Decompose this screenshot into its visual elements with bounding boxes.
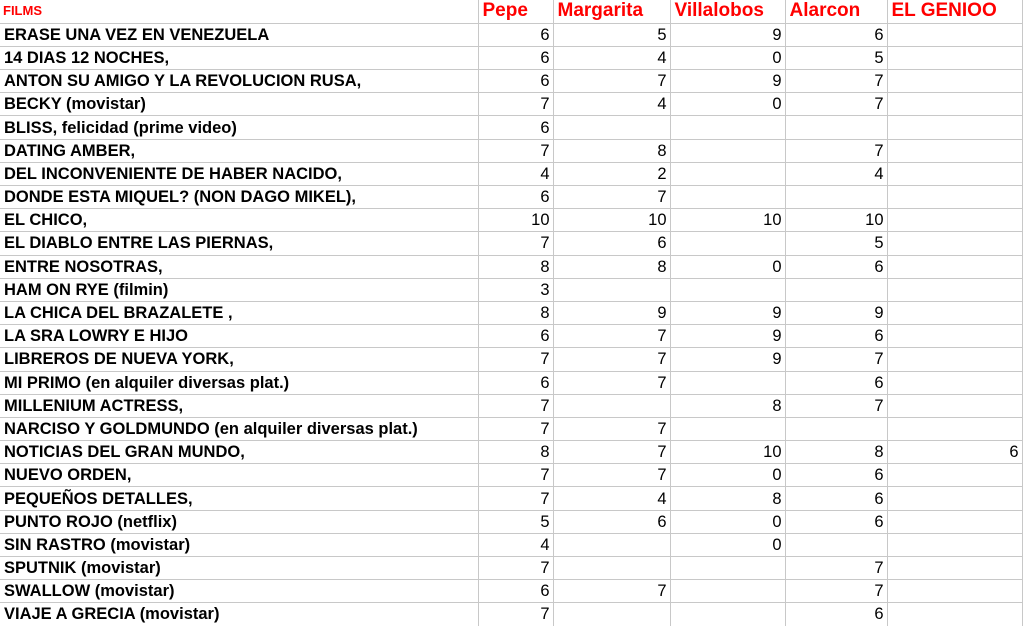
score-cell-margarita[interactable]: 4 [553, 46, 670, 69]
table-row [0, 186, 1022, 209]
score-cell-pepe[interactable]: 8 [478, 255, 553, 278]
table-body [0, 23, 1022, 626]
score-cell-margarita[interactable] [553, 116, 670, 139]
score-cell-villalobos[interactable]: 10 [670, 209, 785, 232]
score-cell-pepe[interactable]: 10 [478, 209, 553, 232]
score-cell-genioo[interactable] [887, 23, 1022, 46]
score-cell-villalobos[interactable] [670, 417, 785, 440]
score-cell-genioo[interactable] [887, 487, 1022, 510]
score-cell-villalobos[interactable]: 9 [670, 23, 785, 46]
score-cell-pepe[interactable]: 7 [478, 603, 553, 626]
score-cell-pepe[interactable]: 7 [478, 487, 553, 510]
table-row [0, 93, 1022, 116]
score-cell-margarita[interactable] [553, 278, 670, 301]
film-title-cell[interactable]: DONDE ESTA MIQUEL? (NON DAGO MIKEL), [0, 186, 478, 209]
film-title-cell[interactable]: LIBREROS DE NUEVA YORK, [0, 348, 478, 371]
score-cell-villalobos[interactable] [670, 278, 785, 301]
score-cell-margarita[interactable]: 7 [553, 348, 670, 371]
table-row [0, 417, 1022, 440]
score-cell-villalobos[interactable] [670, 162, 785, 185]
score-cell-pepe[interactable]: 6 [478, 186, 553, 209]
table-row [0, 70, 1022, 93]
score-cell-pepe[interactable]: 6 [478, 371, 553, 394]
film-title-cell[interactable]: EL DIABLO ENTRE LAS PIERNAS, [0, 232, 478, 255]
score-cell-pepe[interactable]: 6 [478, 116, 553, 139]
table-row [0, 232, 1022, 255]
film-title-cell[interactable]: BECKY (movistar) [0, 93, 478, 116]
score-cell-margarita[interactable] [553, 394, 670, 417]
score-cell-genioo[interactable] [887, 557, 1022, 580]
film-title-cell[interactable]: VIAJE A GRECIA (movistar) [0, 603, 478, 626]
score-cell-villalobos[interactable]: 9 [670, 325, 785, 348]
score-cell-alarcon[interactable]: 6 [785, 603, 887, 626]
score-cell-genioo[interactable] [887, 93, 1022, 116]
score-cell-genioo[interactable] [887, 46, 1022, 69]
film-title-cell[interactable]: 14 DIAS 12 NOCHES, [0, 46, 478, 69]
score-cell-genioo[interactable] [887, 510, 1022, 533]
film-title-cell[interactable]: SPUTNIK (movistar) [0, 557, 478, 580]
table-row [0, 209, 1022, 232]
score-cell-genioo[interactable]: 6 [887, 441, 1022, 464]
film-title-cell[interactable]: LA CHICA DEL BRAZALETE , [0, 301, 478, 324]
score-cell-villalobos[interactable] [670, 139, 785, 162]
score-cell-alarcon[interactable]: 8 [785, 441, 887, 464]
header-row [0, 0, 1022, 23]
table-row [0, 580, 1022, 603]
film-title-cell[interactable]: ERASE UNA VEZ EN VENEZUELA [0, 23, 478, 46]
film-title-cell[interactable]: LA SRA LOWRY E HIJO [0, 325, 478, 348]
score-cell-alarcon[interactable]: 6 [785, 487, 887, 510]
header-villalobos[interactable]: Villalobos [670, 0, 785, 23]
table-row [0, 371, 1022, 394]
score-cell-pepe[interactable]: 6 [478, 23, 553, 46]
score-cell-genioo[interactable] [887, 603, 1022, 626]
score-cell-margarita[interactable]: 7 [553, 441, 670, 464]
score-cell-genioo[interactable] [887, 417, 1022, 440]
score-cell-alarcon[interactable]: 6 [785, 255, 887, 278]
score-cell-margarita[interactable]: 10 [553, 209, 670, 232]
table-row [0, 510, 1022, 533]
score-cell-pepe[interactable]: 8 [478, 441, 553, 464]
score-cell-villalobos[interactable]: 0 [670, 533, 785, 556]
score-cell-villalobos[interactable]: 9 [670, 301, 785, 324]
score-cell-alarcon[interactable] [785, 116, 887, 139]
table-row [0, 464, 1022, 487]
score-cell-margarita[interactable]: 9 [553, 301, 670, 324]
table-row [0, 301, 1022, 324]
score-cell-pepe[interactable]: 7 [478, 93, 553, 116]
score-cell-genioo[interactable] [887, 186, 1022, 209]
score-cell-margarita[interactable]: 7 [553, 417, 670, 440]
score-cell-margarita[interactable] [553, 603, 670, 626]
score-cell-margarita[interactable]: 7 [553, 325, 670, 348]
film-title-cell[interactable]: DATING AMBER, [0, 139, 478, 162]
film-title-cell[interactable]: SWALLOW (movistar) [0, 580, 478, 603]
score-cell-villalobos[interactable] [670, 557, 785, 580]
score-cell-pepe[interactable]: 7 [478, 348, 553, 371]
score-cell-alarcon[interactable]: 10 [785, 209, 887, 232]
score-cell-genioo[interactable] [887, 139, 1022, 162]
score-cell-villalobos[interactable]: 8 [670, 394, 785, 417]
score-cell-villalobos[interactable]: 9 [670, 70, 785, 93]
score-cell-villalobos[interactable]: 10 [670, 441, 785, 464]
score-cell-pepe[interactable]: 7 [478, 232, 553, 255]
score-cell-alarcon[interactable]: 7 [785, 580, 887, 603]
table-row [0, 487, 1022, 510]
film-title-cell[interactable]: HAM ON RYE (filmin) [0, 278, 478, 301]
score-cell-margarita[interactable]: 7 [553, 371, 670, 394]
score-cell-alarcon[interactable]: 7 [785, 139, 887, 162]
score-cell-villalobos[interactable]: 0 [670, 510, 785, 533]
score-cell-villalobos[interactable]: 0 [670, 255, 785, 278]
score-cell-alarcon[interactable] [785, 278, 887, 301]
score-cell-margarita[interactable]: 5 [553, 23, 670, 46]
film-title-cell[interactable]: NOTICIAS DEL GRAN MUNDO, [0, 441, 478, 464]
table-row [0, 255, 1022, 278]
score-cell-villalobos[interactable] [670, 580, 785, 603]
table-row [0, 603, 1022, 626]
score-cell-pepe[interactable]: 4 [478, 533, 553, 556]
score-cell-pepe[interactable]: 6 [478, 70, 553, 93]
score-cell-villalobos[interactable] [670, 371, 785, 394]
film-title-cell[interactable]: ANTON SU AMIGO Y LA REVOLUCION RUSA, [0, 70, 478, 93]
score-cell-genioo[interactable] [887, 371, 1022, 394]
score-cell-alarcon[interactable]: 4 [785, 162, 887, 185]
table-row [0, 23, 1022, 46]
score-cell-alarcon[interactable]: 7 [785, 70, 887, 93]
score-cell-alarcon[interactable]: 6 [785, 325, 887, 348]
score-cell-margarita[interactable]: 4 [553, 93, 670, 116]
table-row [0, 557, 1022, 580]
score-cell-alarcon[interactable] [785, 533, 887, 556]
score-cell-pepe[interactable]: 5 [478, 510, 553, 533]
score-cell-genioo[interactable] [887, 278, 1022, 301]
score-cell-pepe[interactable]: 6 [478, 46, 553, 69]
film-title-cell[interactable]: BLISS, felicidad (prime video) [0, 116, 478, 139]
header-margarita[interactable]: Margarita [553, 0, 670, 23]
score-cell-alarcon[interactable]: 7 [785, 348, 887, 371]
score-cell-genioo[interactable] [887, 255, 1022, 278]
film-title-cell[interactable]: SIN RASTRO (movistar) [0, 533, 478, 556]
score-cell-alarcon[interactable]: 6 [785, 464, 887, 487]
film-title-cell[interactable]: DEL INCONVENIENTE DE HABER NACIDO, [0, 162, 478, 185]
score-cell-alarcon[interactable]: 5 [785, 232, 887, 255]
table-row [0, 162, 1022, 185]
score-cell-genioo[interactable] [887, 116, 1022, 139]
header-films[interactable]: FILMS [0, 0, 478, 23]
score-cell-pepe[interactable]: 7 [478, 417, 553, 440]
table-row [0, 441, 1022, 464]
score-cell-genioo[interactable] [887, 325, 1022, 348]
table-row [0, 116, 1022, 139]
score-cell-villalobos[interactable]: 0 [670, 464, 785, 487]
score-cell-alarcon[interactable]: 9 [785, 301, 887, 324]
score-cell-margarita[interactable]: 6 [553, 232, 670, 255]
film-title-cell[interactable]: MI PRIMO (en alquiler diversas plat.) [0, 371, 478, 394]
film-title-cell[interactable]: ENTRE NOSOTRAS, [0, 255, 478, 278]
score-cell-margarita[interactable] [553, 557, 670, 580]
film-title-cell[interactable]: NARCISO Y GOLDMUNDO (en alquiler diversas plat.) [0, 417, 478, 440]
score-cell-margarita[interactable]: 8 [553, 139, 670, 162]
score-cell-alarcon[interactable] [785, 186, 887, 209]
film-title-cell[interactable]: PEQUEÑOS DETALLES, [0, 487, 478, 510]
score-cell-pepe[interactable]: 7 [478, 557, 553, 580]
score-cell-alarcon[interactable]: 7 [785, 394, 887, 417]
score-cell-villalobos[interactable]: 9 [670, 348, 785, 371]
score-cell-villalobos[interactable] [670, 186, 785, 209]
table-row [0, 533, 1022, 556]
score-cell-margarita[interactable]: 4 [553, 487, 670, 510]
score-cell-margarita[interactable]: 7 [553, 464, 670, 487]
score-cell-margarita[interactable]: 6 [553, 510, 670, 533]
score-cell-alarcon[interactable]: 5 [785, 46, 887, 69]
table-row [0, 46, 1022, 69]
table-row [0, 139, 1022, 162]
score-cell-alarcon[interactable]: 6 [785, 371, 887, 394]
score-cell-pepe[interactable]: 4 [478, 162, 553, 185]
film-title-cell[interactable]: EL CHICO, [0, 209, 478, 232]
score-cell-pepe[interactable]: 7 [478, 139, 553, 162]
score-cell-villalobos[interactable] [670, 603, 785, 626]
score-cell-genioo[interactable] [887, 580, 1022, 603]
score-cell-pepe[interactable]: 8 [478, 301, 553, 324]
score-cell-alarcon[interactable]: 7 [785, 557, 887, 580]
table-row [0, 394, 1022, 417]
score-cell-alarcon[interactable]: 6 [785, 23, 887, 46]
score-cell-pepe[interactable]: 3 [478, 278, 553, 301]
score-cell-genioo[interactable] [887, 348, 1022, 371]
table-row [0, 325, 1022, 348]
score-cell-genioo[interactable] [887, 394, 1022, 417]
score-cell-genioo[interactable] [887, 70, 1022, 93]
score-cell-pepe[interactable]: 7 [478, 394, 553, 417]
score-cell-alarcon[interactable]: 6 [785, 510, 887, 533]
film-title-cell[interactable]: PUNTO ROJO (netflix) [0, 510, 478, 533]
header-alarcon[interactable]: Alarcon [785, 0, 887, 23]
score-cell-genioo[interactable] [887, 533, 1022, 556]
header-pepe[interactable]: Pepe [478, 0, 553, 23]
film-title-cell[interactable]: MILLENIUM ACTRESS, [0, 394, 478, 417]
table-row [0, 278, 1022, 301]
score-cell-pepe[interactable]: 6 [478, 325, 553, 348]
header-el-genioo[interactable]: EL GENIOO [887, 0, 1022, 23]
score-cell-pepe[interactable]: 6 [478, 580, 553, 603]
score-cell-genioo[interactable] [887, 162, 1022, 185]
score-cell-margarita[interactable]: 7 [553, 186, 670, 209]
score-cell-alarcon[interactable] [785, 417, 887, 440]
score-cell-villalobos[interactable] [670, 232, 785, 255]
score-cell-alarcon[interactable]: 7 [785, 93, 887, 116]
score-cell-margarita[interactable] [553, 533, 670, 556]
score-cell-margarita[interactable]: 2 [553, 162, 670, 185]
film-title-cell[interactable]: NUEVO ORDEN, [0, 464, 478, 487]
score-cell-villalobos[interactable]: 8 [670, 487, 785, 510]
score-cell-genioo[interactable] [887, 464, 1022, 487]
score-cell-margarita[interactable]: 7 [553, 70, 670, 93]
score-cell-pepe[interactable]: 7 [478, 464, 553, 487]
score-cell-margarita[interactable]: 8 [553, 255, 670, 278]
score-cell-villalobos[interactable]: 0 [670, 46, 785, 69]
table-row [0, 348, 1022, 371]
score-cell-villalobos[interactable] [670, 116, 785, 139]
score-cell-margarita[interactable]: 7 [553, 580, 670, 603]
score-cell-genioo[interactable] [887, 232, 1022, 255]
score-cell-genioo[interactable] [887, 209, 1022, 232]
score-cell-villalobos[interactable]: 0 [670, 93, 785, 116]
score-cell-genioo[interactable] [887, 301, 1022, 324]
